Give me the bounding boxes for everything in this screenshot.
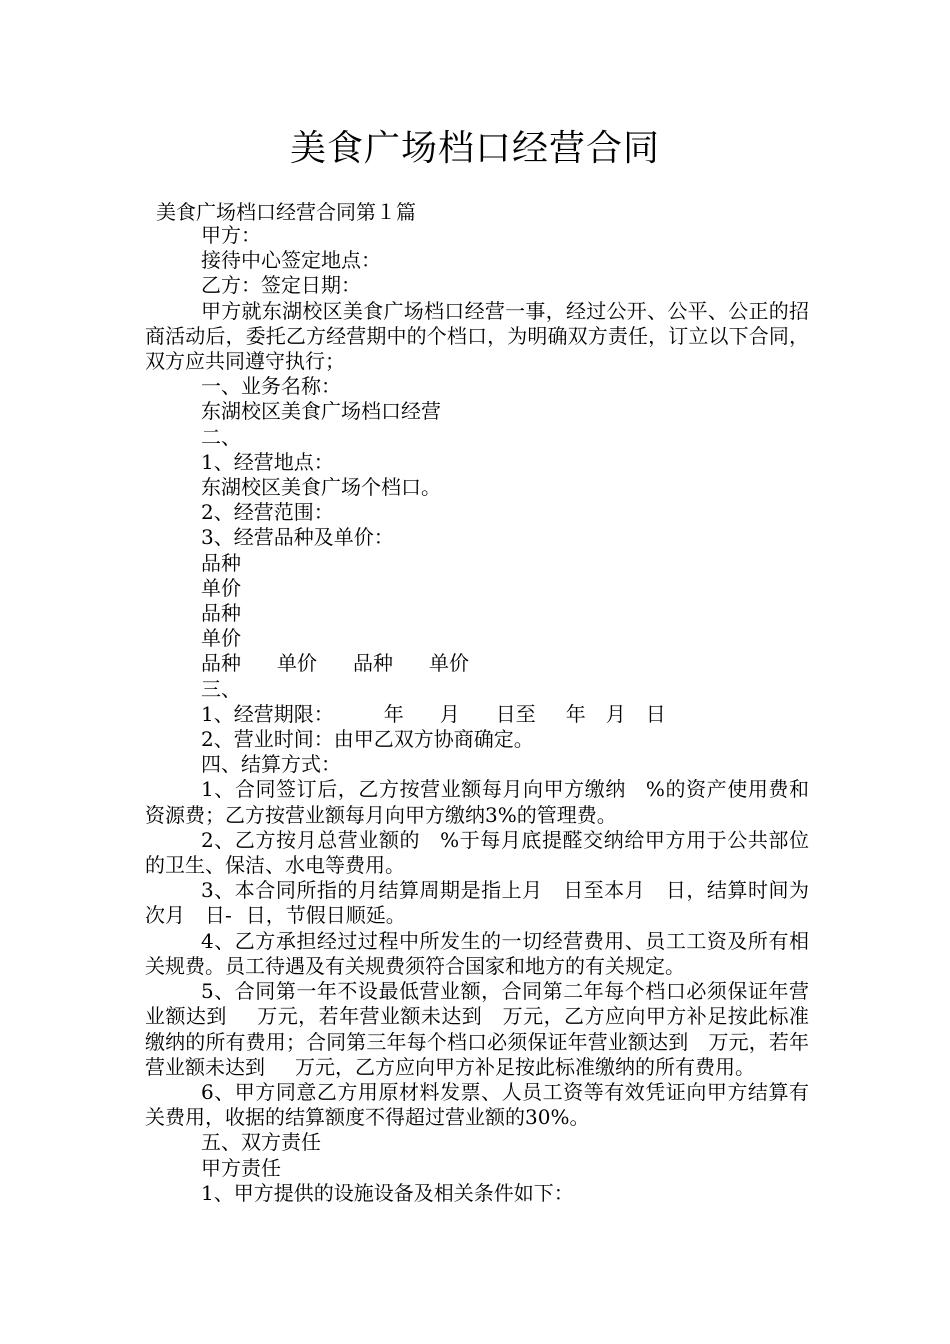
party-b-line: 乙方：签定日期： <box>201 273 361 298</box>
clause-4-4: 4、乙方承担经过过程中所发生的一切经营费用、员工工资及所有相关规费。员工待遇及有关规费须符合国家和地方的有关规定。 <box>145 928 809 978</box>
contract-body <box>145 223 809 1206</box>
clause-4-3: 3、本合同所指的月结算周期是指上月 日至本月 日，结算时间为次月 日- 日，节假日顺延。 <box>145 878 810 928</box>
clause-5-1: 1、甲方提供的设施设备及相关条件如下： <box>201 1180 574 1205</box>
variety-price-row <box>145 651 809 676</box>
clause-4-1: 1、合同签订后，乙方按营业额每月向甲方缴纳 %的资产使用费和资源费；乙方按营业额每月向甲方缴纳3%的管理费。 <box>145 777 809 827</box>
section-heading: 美食广场档口经营合同第１篇 <box>156 200 416 224</box>
price-label: 单价 <box>201 626 241 651</box>
party-a-duties-heading: 甲方责任 <box>201 1155 281 1180</box>
intro-paragraph: 甲方就东湖校区美食广场档口经营一事，经过公开、公平、公正的招商活动后，委托乙方经营期中的个档口，为明确双方责任，订立以下合同，双方应共同遵守执行； <box>145 298 809 374</box>
variety-label: 品种 <box>201 550 241 575</box>
reception-line: 接待中心签定地点： <box>201 248 381 273</box>
price-label: 单价 <box>429 651 469 676</box>
clause-3-1: 1、经营期限： 年 月 日至 年 月 日 <box>201 701 666 726</box>
section-4-heading: 四、结算方式： <box>201 752 341 777</box>
variety-label: 品种 <box>201 651 241 676</box>
section-1-heading: 一、业务名称： <box>201 374 341 399</box>
clause-3-2: 2、营业时间：由甲乙双方协商确定。 <box>201 727 534 752</box>
section-2-heading: 二、 <box>201 424 241 449</box>
section-3-heading: 三、 <box>201 676 241 701</box>
clause-2-1-content: 东湖校区美食广场个档口。 <box>201 475 441 500</box>
clause-2-3: 3、经营品种及单价： <box>201 525 394 550</box>
clause-2-1: 1、经营地点： <box>201 449 334 474</box>
document-title: 美食广场档口经营合同 <box>289 128 660 169</box>
price-label: 单价 <box>201 575 241 600</box>
party-a-line: 甲方： <box>201 223 261 247</box>
variety-label: 品种 <box>353 651 393 676</box>
variety-label: 品种 <box>201 601 241 626</box>
clause-2-2: 2、经营范围： <box>201 500 334 525</box>
clause-4-6: 6、甲方同意乙方用原材料发票、人员工资等有效凭证向甲方结算有关费用，收据的结算额度不得超过营业额的30%。 <box>145 1079 809 1130</box>
clause-4-5: 5、合同第一年不设最低营业额，合同第二年每个档口必须保证年营业额达到 万元，若年营业额未达到 万元，乙方应向甲方补足按此标准缴纳的所有费用；合同第三年每个档口必须保证年营业额达到 万元，若年营业额未达到 万元，乙方应向甲方补足按此标准缴纳的所有费用。 <box>145 979 810 1079</box>
section-5-heading: 五、双方责任 <box>201 1130 321 1155</box>
price-label: 单价 <box>277 651 317 676</box>
section-1-content: 东湖校区美食广场档口经营 <box>201 399 441 424</box>
clause-4-2: 2、乙方按月总营业额的 %于每月底提醛交纳给甲方用于公共部位的卫生、保洁、水电等费用。 <box>145 827 809 878</box>
